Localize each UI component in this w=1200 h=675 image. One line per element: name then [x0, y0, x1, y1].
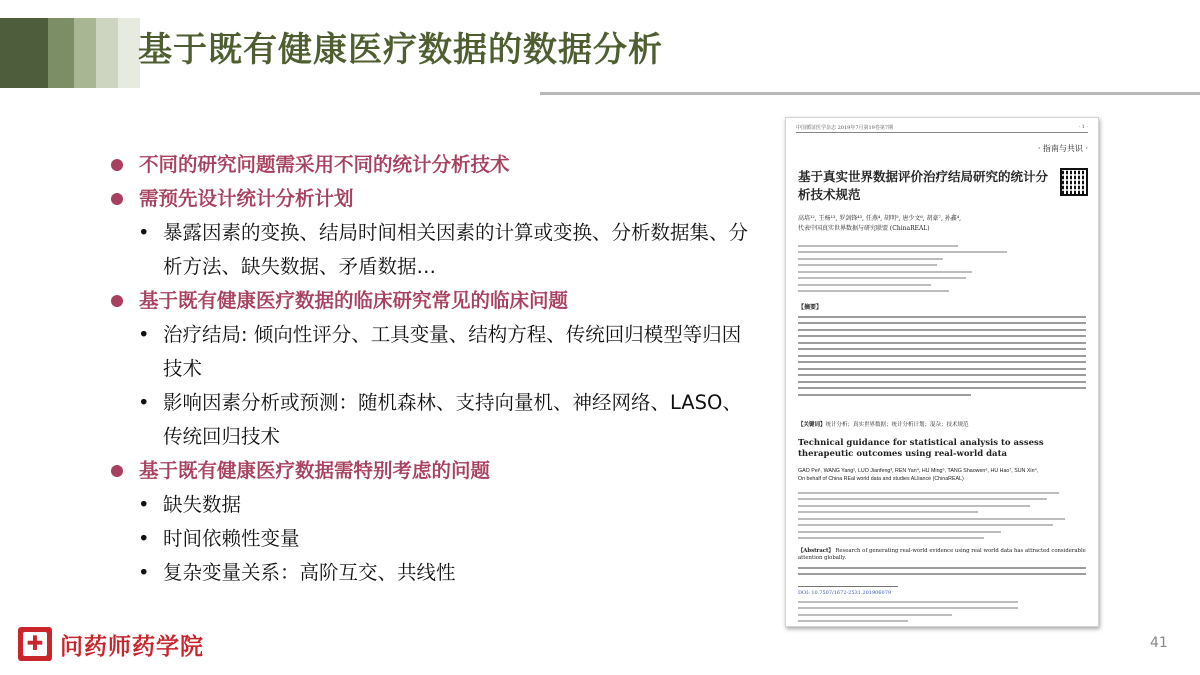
paper-title-en: Technical guidance for statistical analysis to assess therapeutic outcomes using real-world data — [798, 438, 1044, 459]
paper-section-tag: · 指南与共识 · — [1037, 144, 1088, 153]
paper-authors-cn: 高培¹², 王杨¹³, 罗剑锋⁴³, 任燕⁴, 胡明⁵, 唐少文⁶, 胡豪⁷, 孙鑫⁴, 代表中国真实世界数据与研究联盟 (ChinaREAL) — [798, 215, 962, 232]
bullet-dot-icon — [111, 465, 123, 477]
bullet-dot-icon — [111, 159, 123, 171]
sub-bullet-item: • 暴露因素的变换、结局时间相关因素的计算或变换、分析数据集、分析方法、缺失数据、矛盾数据… — [105, 216, 753, 284]
bullet-dot-icon — [111, 193, 123, 205]
paper-page-marker: · 1 · — [1078, 124, 1088, 130]
paper-affiliations-cn — [798, 240, 1088, 297]
brand-logo — [18, 627, 204, 661]
bullet-marker: • — [138, 527, 150, 550]
page-number: 41 — [1150, 635, 1168, 651]
sub-bullet-item: • 影响因素分析或预测：随机森林、支持向量机、神经网络、LASO、传统回归技术 — [105, 386, 753, 454]
paper-keywords-cn: 【关键词】统计分析；真实世界数据；统计分析计划；混杂；技术规范 — [798, 422, 969, 428]
paper-thumbnail — [785, 117, 1099, 627]
bullet-item: 需预先设计统计分析计划 — [105, 182, 745, 216]
footnote-rule — [798, 586, 898, 587]
bullet-item: 基于既有健康医疗数据的临床研究常见的临床问题 — [105, 284, 745, 318]
title-decoration — [0, 18, 140, 88]
sub-bullet-item: • 治疗结局: 倾向性评分、工具变量、结构方程、传统回归模型等归因技术 — [105, 318, 753, 386]
bullet-marker: • — [138, 221, 150, 244]
paper-authors-en: GAO Pei¹, WANG Yang², LUO Jianfeng³, REN Yan⁴, HU Ming⁵, TANG Shaowen⁶, HU Hao⁷, SUN Xin⁴, On behalf of China REal world data and studies ALliance (ChinaREAL) — [798, 468, 1039, 482]
bullet-marker: • — [138, 561, 150, 584]
bullet-marker: • — [138, 493, 150, 516]
sub-bullet-item: • 时间依赖性变量 — [105, 522, 753, 556]
paper-affiliations-en — [798, 487, 1088, 544]
sub-bullet-item: • 复杂变量关系：高阶互交、共线性 — [105, 556, 753, 590]
brand-name: 问药师药学院 — [60, 633, 204, 660]
paper-abstract-en: 【Abstract】 Research of generating real-world evidence using real world data has attracted considerable attention globally. — [798, 548, 1086, 580]
bullet-marker: • — [138, 391, 150, 414]
qr-code-icon — [1062, 170, 1086, 194]
paper-title-cn: 基于真实世界数据评价治疗结局研究的统计分析技术规范 — [798, 169, 1049, 202]
paper-header: 中国循证医学杂志 2019年7月第19卷第7期 — [796, 125, 894, 131]
bullet-marker: • — [138, 323, 150, 346]
medical-cross-icon — [18, 627, 52, 661]
bullet-dot-icon — [111, 295, 123, 307]
paper-abstract-cn: 【摘要】 — [798, 302, 1086, 400]
slide-title: 基于既有健康医疗数据的数据分析 — [138, 30, 663, 70]
paper-footnotes: DOI: 10.7507/1672-2531.201906079 — [798, 590, 1018, 627]
paper-header-rule — [796, 132, 1088, 133]
bullet-item: 不同的研究问题需采用不同的统计分析技术 — [105, 148, 745, 182]
title-underline — [540, 92, 1200, 95]
sub-bullet-item: • 缺失数据 — [105, 488, 753, 522]
bullet-item: 基于既有健康医疗数据需特别考虑的问题 — [105, 454, 745, 488]
bullet-list — [105, 148, 749, 590]
